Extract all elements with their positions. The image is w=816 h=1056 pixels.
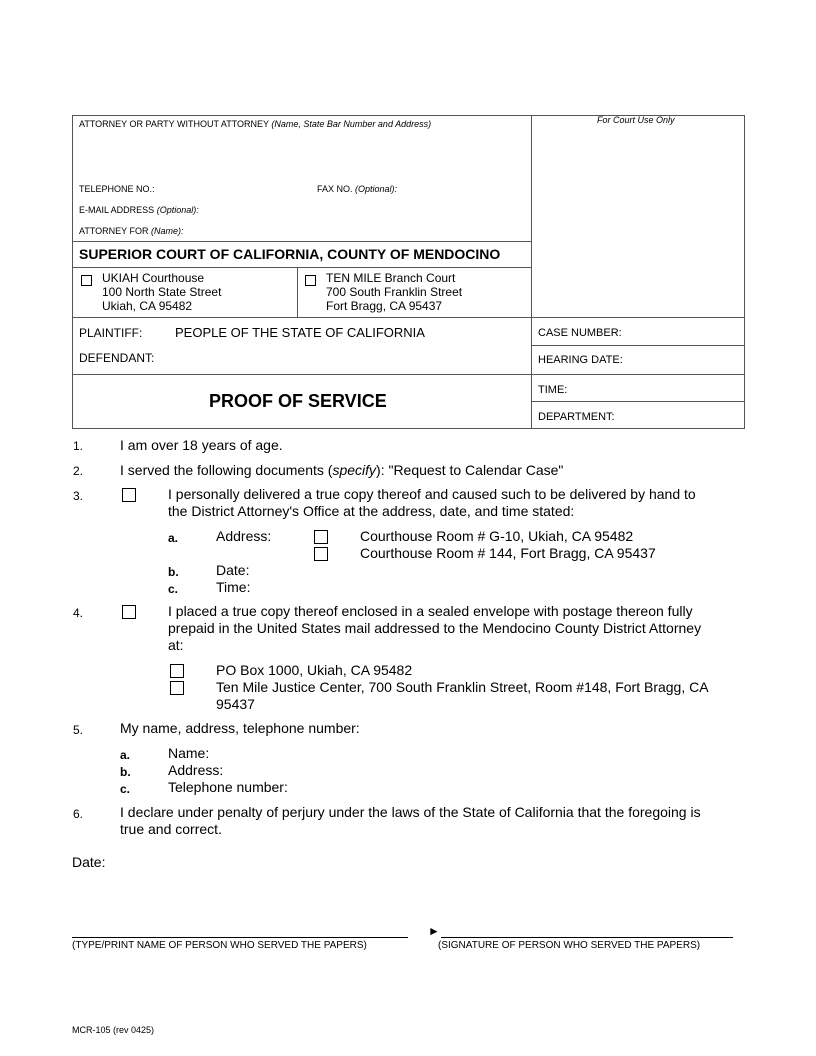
ukiah-courthouse-city: Ukiah, CA 95482 [102,299,193,313]
fax-hint: (Optional): [355,184,398,194]
telephone-number-label: Telephone number: [168,779,288,795]
court-use-label: For Court Use Only [597,115,675,125]
attorney-label-text: ATTORNEY OR PARTY WITHOUT ATTORNEY [79,119,269,129]
item-3a-letter: a. [168,531,179,545]
hearing-date-label: HEARING DATE: [538,354,623,366]
address-g10-checkbox[interactable] [314,530,328,544]
mail-option-ukiah: PO Box 1000, Ukiah, CA 95482 [216,662,413,678]
item-6-line-1: I declare under penalty of perjury under the laws of the State of California that the foregoing is [120,804,701,820]
item-2-text-c: ): "Request to Calendar Case" [376,462,564,478]
date-label-3b: Date: [216,562,250,578]
address-option-144: Courthouse Room # 144, Fort Bragg, CA 95437 [360,545,656,561]
item-3-line-2: the District Attorney's Office at the address, date, and time stated: [168,503,575,519]
ukiah-courthouse-name: UKIAH Courthouse [102,271,205,285]
table-center-divider [531,115,532,429]
case-number-label: CASE NUMBER: [538,327,622,339]
ten-mile-court-checkbox[interactable] [305,275,316,286]
item-4-text [168,603,701,654]
ten-mile-court-street: 700 South Franklin Street [326,285,463,299]
time-label: TIME: [538,384,568,396]
item-5-number: 5. [73,723,84,737]
item-3-checkbox[interactable] [122,488,136,502]
item-1-number: 1. [73,439,84,453]
email-hint: (Optional): [156,205,199,215]
item-2-number: 2. [73,464,84,478]
mail-options [216,662,709,713]
address-label-5b: Address: [168,762,224,778]
court-title: SUPERIOR COURT OF CALIFORNIA, COUNTY OF MENDOCINO [79,246,501,262]
ten-mile-court-city: Fort Bragg, CA 95437 [326,299,443,313]
table-left-border [72,115,73,429]
item-5-text: My name, address, telephone number: [120,720,360,736]
item-3-number: 3. [73,489,84,503]
ukiah-courthouse-address [102,271,221,313]
ukiah-courthouse-checkbox[interactable] [81,275,92,286]
signature-line[interactable] [441,937,733,938]
mail-ten-mile-checkbox[interactable] [170,681,184,695]
attorney-for-label-text: ATTORNEY FOR [79,226,149,236]
footer-date-label: Date: [72,854,106,870]
item-6-line-2: true and correct. [120,821,222,837]
print-name-line[interactable] [72,937,408,938]
address-options [360,528,656,562]
parties-top-line [72,317,745,318]
item-5c-letter: c. [120,782,131,796]
fax-label [317,184,397,194]
telephone-label: TELEPHONE NO.: [79,184,155,194]
item-4-line-1: I placed a true copy thereof enclosed in a sealed envelope with postage thereon fully [168,603,693,619]
ten-mile-court-address [326,271,462,313]
defendant-label: DEFENDANT: [79,351,155,365]
time-label-3c: Time: [216,579,251,595]
item-2-text [120,462,563,478]
item-3-line-1: I personally delivered a true copy thereof and caused such to be delivered by hand to [168,486,696,502]
table-right-border [744,115,745,429]
court-title-top-line [72,241,532,242]
signature-arrow-icon: ► [428,924,440,938]
item-2-specify: specify [332,462,377,478]
item-1-text: I am over 18 years of age. [120,437,283,453]
item-6-text [120,804,701,838]
print-name-caption: (TYPE/PRINT NAME OF PERSON WHO SERVED THE PAPERS) [72,940,367,951]
mail-option-ten-mile-line-2: 95437 [216,696,255,712]
item-2-text-a: I served the following documents ( [120,462,333,478]
plaintiff-label: PLAINTIFF: [79,326,143,340]
plaintiff-value: PEOPLE OF THE STATE OF CALIFORNIA [175,325,425,340]
department-label: DEPARTMENT: [538,411,615,423]
email-label [79,205,199,215]
item-6-number: 6. [73,807,84,821]
name-label: Name: [168,745,210,761]
table-bottom-border [72,428,745,429]
signature-caption: (SIGNATURE OF PERSON WHO SERVED THE PAPERS) [438,940,701,951]
ukiah-courthouse-street: 100 North State Street [102,285,222,299]
attorney-hint: (Name, State Bar Number and Address) [271,119,432,129]
item-3-text [168,486,696,520]
court-title-bottom-line [72,267,532,268]
form-title: PROOF OF SERVICE [209,391,387,411]
address-option-g10: Courthouse Room # G-10, Ukiah, CA 95482 [360,528,634,544]
address-144-checkbox[interactable] [314,547,328,561]
title-top-line [72,374,745,375]
item-4-number: 4. [73,606,84,620]
attorney-for-hint: (Name): [151,226,184,236]
mail-ukiah-checkbox[interactable] [170,664,184,678]
form-id: MCR-105 (rev 0425) [72,1025,155,1035]
attorney-label [79,119,431,129]
item-3b-letter: b. [168,565,179,579]
email-label-text: E-MAIL ADDRESS [79,205,155,215]
time-divider [531,401,745,402]
item-5b-letter: b. [120,765,131,779]
item-4-checkbox[interactable] [122,605,136,619]
item-3c-letter: c. [168,582,179,596]
item-4-line-3: at: [168,637,184,653]
courthouse-divider [297,267,298,317]
item-5a-letter: a. [120,748,131,762]
mail-option-ten-mile-line-1: Ten Mile Justice Center, 700 South Franklin Street, Room #148, Fort Bragg, CA [216,679,709,695]
fax-label-text: FAX NO. [317,184,353,194]
address-label: Address: [216,528,272,544]
case-number-divider [531,345,745,346]
ten-mile-court-name: TEN MILE Branch Court [326,271,456,285]
attorney-for-label [79,226,184,236]
item-4-line-2: prepaid in the United States mail addressed to the Mendocino County District Attorney [168,620,702,636]
